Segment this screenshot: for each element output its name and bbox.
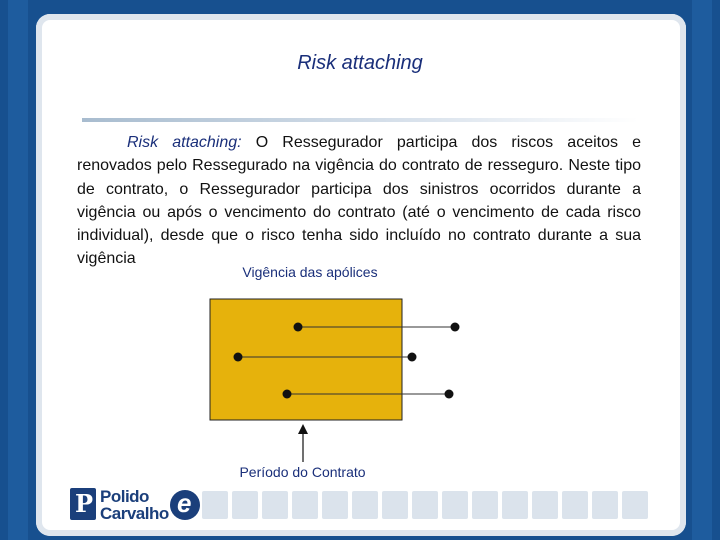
policy-end-dot-1 — [451, 323, 460, 332]
policy-start-dot-1 — [294, 323, 303, 332]
footer-block — [622, 491, 648, 519]
footer-block — [442, 491, 468, 519]
footer-block — [322, 491, 348, 519]
body-text: O Ressegurador participa dos riscos aceitos e renovados pelo Ressegurado na vigência do contrato de resseguro. Neste tipo de contrato, o Ressegurador participa dos sinistros ocorridos durante a vigência ou após o vencimento do contrato (até o vencimento de cada risco individual), desde que o risco tenha sido incluído no contrato durante a sua vigência — [77, 134, 641, 268]
logo-e-icon: e — [170, 490, 200, 520]
slide-title: Risk attaching — [297, 52, 423, 74]
policy-period-label: Vigência das apólices — [242, 264, 378, 280]
footer-block — [562, 491, 588, 519]
policy-end-dot-3 — [445, 390, 454, 399]
policy-start-dot-3 — [283, 390, 292, 399]
body-term: Risk attaching: — [127, 134, 242, 151]
footer-block — [262, 491, 288, 519]
footer-block — [202, 491, 228, 519]
footer-block — [592, 491, 618, 519]
footer-block — [292, 491, 318, 519]
footer-block — [412, 491, 438, 519]
policy-start-dot-2 — [234, 353, 243, 362]
footer-block — [382, 491, 408, 519]
logo-line-1: Polido — [100, 487, 149, 506]
contract-arrow-head — [298, 424, 308, 434]
policy-end-dot-2 — [408, 353, 417, 362]
logo-wordmark — [100, 488, 169, 522]
footer-block — [232, 491, 258, 519]
footer-block — [472, 491, 498, 519]
footer-block — [352, 491, 378, 519]
contract-period-label: Período do Contrato — [239, 464, 366, 480]
logo-line-2: Carvalho — [100, 504, 169, 523]
logo-mark-icon: P — [70, 488, 96, 520]
footer-block — [532, 491, 558, 519]
footer-block — [502, 491, 528, 519]
